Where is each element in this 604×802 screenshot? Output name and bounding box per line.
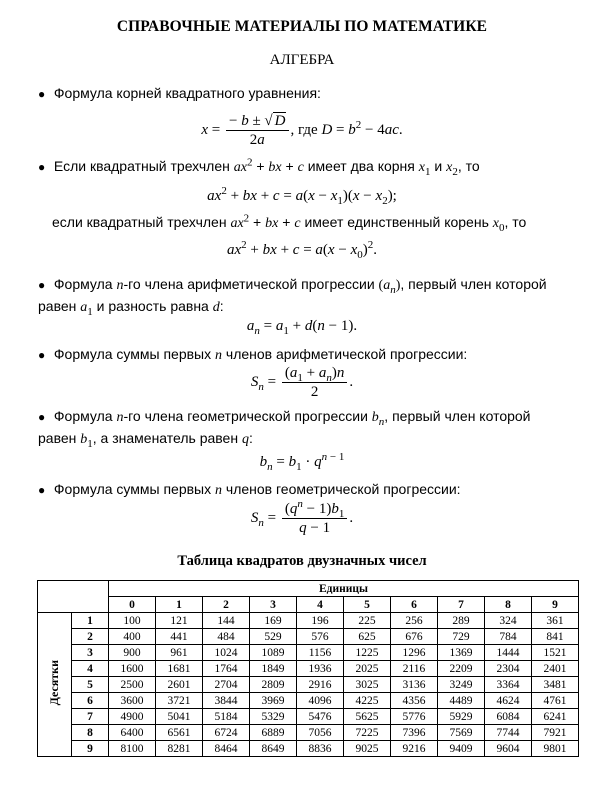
square-cell: 7056 — [297, 725, 344, 741]
unit-header-cell: 8 — [485, 597, 532, 613]
square-cell: 225 — [344, 613, 391, 629]
square-cell: 6724 — [203, 725, 250, 741]
formula-arith-sum: $S_n$ = $\frac{(a_1 + a_n)n}{2}$ . — [250, 365, 354, 400]
square-cell: 961 — [156, 645, 203, 661]
table-row — [38, 613, 579, 629]
square-cell: 256 — [391, 613, 438, 629]
square-cell: 1225 — [344, 645, 391, 661]
square-cell: 169 — [250, 613, 297, 629]
square-cell: 1444 — [485, 645, 532, 661]
bullet-icon: ● — [38, 278, 46, 292]
square-cell: 2500 — [109, 677, 156, 693]
square-cell: 2025 — [344, 661, 391, 677]
square-cell: 2209 — [438, 661, 485, 677]
item-text: если квадратный трехчлен — [52, 214, 227, 230]
square-cell: 1764 — [203, 661, 250, 677]
square-cell: 1296 — [391, 645, 438, 661]
formula-geom-sum: $S_n$ = $\frac{(q^n - 1)b_1}{q - 1}$ . — [250, 498, 354, 536]
square-cell: 1600 — [109, 661, 156, 677]
square-cell: 841 — [532, 629, 579, 645]
square-cell: 2401 — [532, 661, 579, 677]
square-cell: 6561 — [156, 725, 203, 741]
square-cell: 1936 — [297, 661, 344, 677]
item-text: равен — [38, 430, 77, 446]
table-row — [38, 693, 579, 709]
item-arith-nth: ● Формула n-го члена арифметической прогрессии $(a_n)$, первый член которой равен $a_1$ и разность равна d: — [38, 276, 547, 318]
item-text: Формула корней квадратного уравнения: — [53, 85, 321, 101]
item-text: Формула суммы первых — [53, 346, 212, 362]
item-geom-nth: ● Формула n-го члена геометрической прогрессии $b_n$, первый член которой равен $b_1$, а знаменатель равен q: — [38, 408, 531, 450]
square-cell: 5476 — [297, 709, 344, 725]
square-cell: 8464 — [203, 741, 250, 757]
tens-digit-cell: 7 — [72, 709, 109, 725]
bullet-icon: ● — [38, 87, 46, 101]
item-text: : — [248, 430, 253, 446]
square-cell: 6400 — [109, 725, 156, 741]
square-cell: 4489 — [438, 693, 485, 709]
square-cell: 3600 — [109, 693, 156, 709]
formula-two-roots: $ax^2$ + bx + $c = a(x - x_1)(x - x_2)$; — [207, 185, 397, 207]
tens-header-label: Десятки — [47, 660, 61, 706]
square-cell: 3025 — [344, 677, 391, 693]
square-cell: 3136 — [391, 677, 438, 693]
square-cell: 8649 — [250, 741, 297, 757]
item-quadratic-roots — [38, 83, 583, 104]
unit-header-cell: 6 — [391, 597, 438, 613]
square-cell: 8281 — [156, 741, 203, 757]
square-cell: 2704 — [203, 677, 250, 693]
square-cell: 361 — [532, 613, 579, 629]
item-factorization: ● Если квадратный трехчлен $ax^2$ + bx + c имеет два корня $x_1$ и $x_2$, то — [38, 156, 480, 178]
item-text: , первый член которой — [384, 408, 531, 424]
square-cell: 9801 — [532, 741, 579, 757]
square-cell: 441 — [156, 629, 203, 645]
square-cell: 2916 — [297, 677, 344, 693]
square-cell: 4356 — [391, 693, 438, 709]
square-cell: 1681 — [156, 661, 203, 677]
unit-header-cell: 2 — [203, 597, 250, 613]
item-text: и разность равна — [96, 298, 209, 314]
squares-table — [37, 580, 579, 757]
units-header-row — [38, 581, 579, 597]
square-cell: 1156 — [297, 645, 344, 661]
item-text: равен — [38, 298, 77, 314]
item-text: Формула суммы первых — [53, 481, 212, 497]
tens-digit-cell: 6 — [72, 693, 109, 709]
item-text: и — [434, 158, 443, 174]
table-row — [38, 725, 579, 741]
square-cell: 3721 — [156, 693, 203, 709]
table-row — [38, 629, 579, 645]
square-cell: 3249 — [438, 677, 485, 693]
where-text: , где — [290, 121, 318, 138]
square-cell: 8100 — [109, 741, 156, 757]
bullet-icon: ● — [38, 160, 46, 174]
square-cell: 5329 — [250, 709, 297, 725]
unit-header-cell: 3 — [250, 597, 297, 613]
corner-cell — [38, 581, 109, 613]
table-row — [38, 661, 579, 677]
item-arith-sum: ● Формула суммы первых n членов арифметической прогрессии: — [38, 346, 468, 363]
table-row — [38, 709, 579, 725]
item-text: , то — [504, 214, 527, 230]
square-cell: 729 — [438, 629, 485, 645]
unit-header-cell: 5 — [344, 597, 391, 613]
square-cell: 9409 — [438, 741, 485, 757]
square-cell: 900 — [109, 645, 156, 661]
square-cell: 1089 — [250, 645, 297, 661]
square-cell: 1849 — [250, 661, 297, 677]
square-cell: 100 — [109, 613, 156, 629]
page-title: СПРАВОЧНЫЕ МАТЕРИАЛЫ ПО МАТЕМАТИКЕ — [116, 18, 488, 35]
square-cell: 144 — [203, 613, 250, 629]
item-text: , первый член которой — [400, 276, 547, 292]
item-text: Формула — [53, 408, 113, 424]
unit-header-cell: 7 — [438, 597, 485, 613]
item-text: -го члена арифметической прогрессии — [123, 276, 375, 292]
square-cell: 5776 — [391, 709, 438, 725]
tens-header — [38, 613, 72, 757]
square-cell: 4900 — [109, 709, 156, 725]
item-text: Формула — [53, 276, 113, 292]
tens-digit-cell: 2 — [72, 629, 109, 645]
square-cell: 289 — [438, 613, 485, 629]
fraction: $\frac{(q^n - 1)b_1}{q - 1}$ — [282, 500, 347, 537]
square-cell: 7921 — [532, 725, 579, 741]
tens-digit-cell: 5 — [72, 677, 109, 693]
square-cell: 784 — [485, 629, 532, 645]
bullet-icon: ● — [38, 410, 46, 424]
item-text: -го члена геометрической прогрессии — [123, 408, 368, 424]
bullet-icon: ● — [38, 483, 46, 497]
square-cell: 6084 — [485, 709, 532, 725]
unit-header-cell: 9 — [532, 597, 579, 613]
square-cell: 196 — [297, 613, 344, 629]
table-row — [38, 645, 579, 661]
formula-single-root: $ax^2$ + bx + $c = a(x - x_0)^2$. — [227, 239, 377, 261]
square-cell: 121 — [156, 613, 203, 629]
square-cell: 7396 — [391, 725, 438, 741]
square-cell: 2809 — [250, 677, 297, 693]
table-row — [38, 677, 579, 693]
square-cell: 3364 — [485, 677, 532, 693]
item-single-root: если квадратный трехчлен $ax^2$ + bx + c имеет единственный корень $x_0$, то — [52, 212, 527, 234]
square-cell: 5184 — [203, 709, 250, 725]
formula-geom-nth: $b_n = b_1 \cdot q^{n - 1}$ — [259, 451, 345, 473]
tens-digit-cell: 1 — [72, 613, 109, 629]
unit-header-cell: 0 — [109, 597, 156, 613]
unit-header-cell: 1 — [156, 597, 203, 613]
item-text: имеет два корня — [307, 158, 415, 174]
tens-digit-cell: 9 — [72, 741, 109, 757]
square-cell: 5625 — [344, 709, 391, 725]
square-cell: 484 — [203, 629, 250, 645]
square-cell: 400 — [109, 629, 156, 645]
square-cell: 9025 — [344, 741, 391, 757]
bullet-icon: ● — [38, 348, 46, 362]
square-cell: 3844 — [203, 693, 250, 709]
units-row — [38, 597, 579, 613]
square-cell: 2116 — [391, 661, 438, 677]
item-text: членов геометрической прогрессии: — [225, 481, 461, 497]
square-cell: 3969 — [250, 693, 297, 709]
item-text: , то — [457, 158, 480, 174]
square-cell: 4761 — [532, 693, 579, 709]
square-cell: 676 — [391, 629, 438, 645]
table-row — [38, 741, 579, 757]
tens-digit-cell: 4 — [72, 661, 109, 677]
tens-digit-cell: 3 — [72, 645, 109, 661]
square-cell: 1024 — [203, 645, 250, 661]
section-title: АЛГЕБРА — [269, 52, 335, 68]
item-text: : — [219, 298, 224, 314]
item-geom-sum: ● Формула суммы первых n членов геометрической прогрессии: — [38, 481, 461, 498]
square-cell: 324 — [485, 613, 532, 629]
item-text: , а знаменатель равен — [92, 430, 239, 446]
square-cell: 2304 — [485, 661, 532, 677]
fraction: $\frac{- b \pm √ D}{2a}$ — [226, 112, 289, 149]
square-cell: 625 — [344, 629, 391, 645]
item-text: Если квадратный трехчлен — [53, 158, 230, 174]
square-cell: 7744 — [485, 725, 532, 741]
units-header: Единицы — [109, 581, 579, 597]
square-cell: 9216 — [391, 741, 438, 757]
square-cell: 4096 — [297, 693, 344, 709]
square-cell: 2601 — [156, 677, 203, 693]
square-cell: 576 — [297, 629, 344, 645]
table-title: Таблица квадратов двузначных чисел — [177, 553, 427, 569]
fraction: $\frac{(a_1 + a_n)n}{2}$ — [282, 364, 347, 401]
formula-quadratic-roots: x = $\frac{- b \pm √ D}{2a}$ , где $D = b^2 - 4ac$. — [201, 113, 403, 148]
square-cell: 6241 — [532, 709, 579, 725]
square-cell: 6889 — [250, 725, 297, 741]
square-cell: 5041 — [156, 709, 203, 725]
square-cell: 5929 — [438, 709, 485, 725]
item-text: имеет единственный корень — [304, 214, 489, 230]
formula-arith-nth: $a_n = a_1 + d(n - 1)$. — [246, 318, 358, 337]
square-cell: 8836 — [297, 741, 344, 757]
item-text: членов арифметической прогрессии: — [225, 346, 468, 362]
square-cell: 7569 — [438, 725, 485, 741]
square-cell: 3481 — [532, 677, 579, 693]
square-cell: 1369 — [438, 645, 485, 661]
square-cell: 9604 — [485, 741, 532, 757]
tens-digit-cell: 8 — [72, 725, 109, 741]
square-cell: 4624 — [485, 693, 532, 709]
square-cell: 529 — [250, 629, 297, 645]
square-cell: 1521 — [532, 645, 579, 661]
square-cell: 4225 — [344, 693, 391, 709]
square-cell: 7225 — [344, 725, 391, 741]
unit-header-cell: 4 — [297, 597, 344, 613]
